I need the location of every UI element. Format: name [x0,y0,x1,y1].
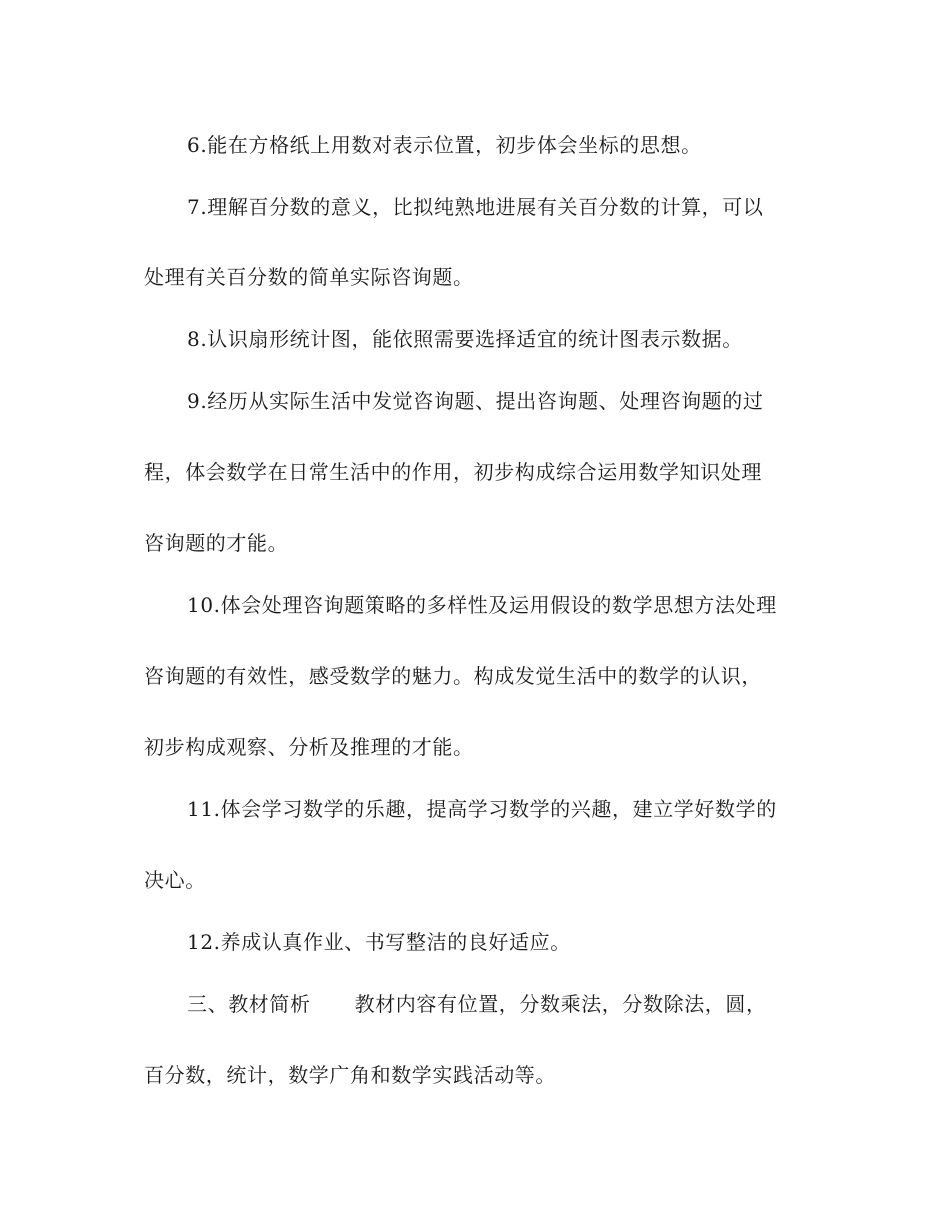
item-6-line-1: 6.能在方格纸上用数对表示位置，初步体会坐标的思想。 [187,133,702,157]
item-9-line-3: 咨询题的才能。 [144,531,289,555]
section-3-line-2: 百分数，统计，数学广角和数学实践活动等。 [144,1063,556,1087]
item-7-line-2: 处理有关百分数的简单实际咨询题。 [144,265,474,289]
item-12-line-1: 12.养成认真作业、书写整洁的良好适应。 [187,930,571,954]
item-10-line-1: 10.体会处理咨询题策略的多样性及运用假设的数学思想方法处理 [187,593,777,617]
item-9-line-2: 程，体会数学在日常生活中的作用，初步构成综合运用数学知识处理 [144,460,762,484]
item-10-line-2: 咨询题的有效性，感受数学的魅力。构成发觉生活中的数学的认识， [144,664,762,688]
item-10-line-3: 初步构成观察、分析及推理的才能。 [144,735,474,759]
item-7-line-1: 7.理解百分数的意义，比拟纯熟地进展有关百分数的计算，可以 [187,195,764,219]
section-3-text: 教材内容有位置，分数乘法，分数除法，圆， [354,992,767,1016]
item-11-line-2: 决心。 [144,868,206,892]
item-9-line-1: 9.经历从实际生活中发觉咨询题、提出咨询题、处理咨询题的过 [187,389,764,413]
item-11-line-1: 11.体会学习数学的乐趣，提高学习数学的兴趣，建立学好数学的 [187,797,777,821]
section-3-line-1 [187,992,767,1016]
item-8-line-1: 8.认识扇形统计图，能依照需要选择适宜的统计图表示数据。 [187,327,743,351]
section-3-heading: 三、教材简析 [187,992,311,1016]
